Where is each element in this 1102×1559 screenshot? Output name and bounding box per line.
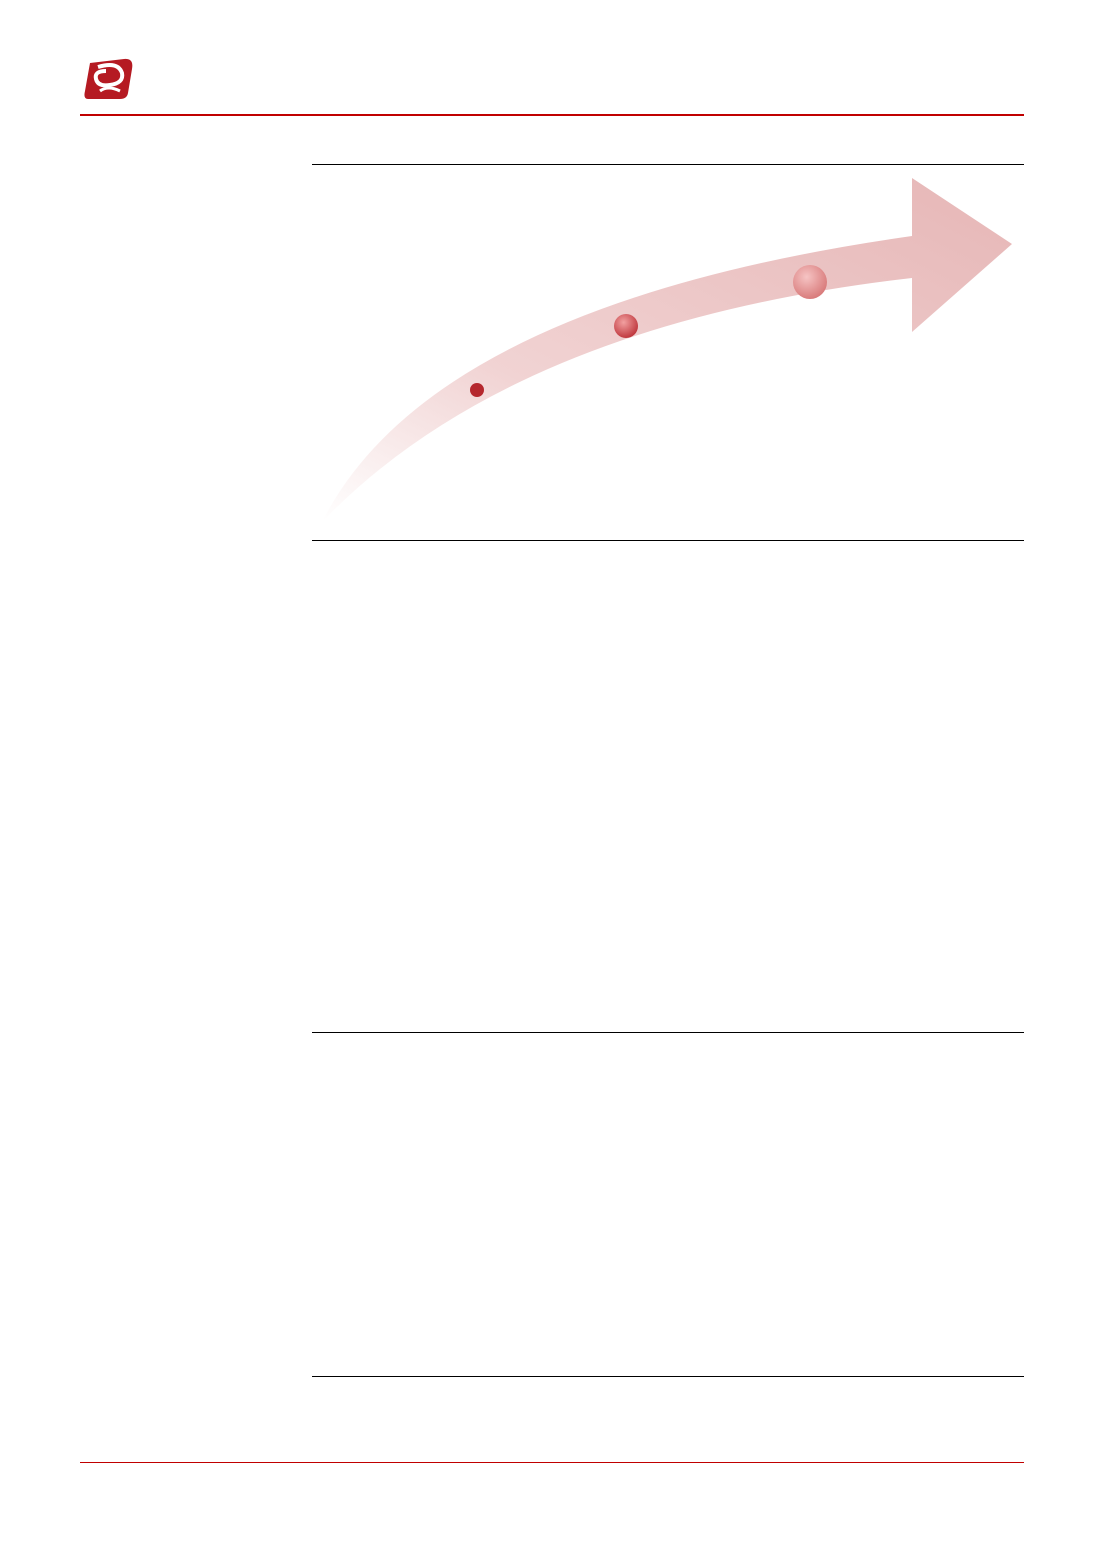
timeline-arrow-graphic	[312, 174, 1024, 540]
stage-marker-3	[793, 265, 827, 299]
header-divider	[80, 114, 1024, 116]
company-logo-icon	[84, 55, 136, 101]
page-header	[80, 50, 1024, 114]
stage-marker-2	[614, 314, 638, 338]
stage-marker-1	[470, 383, 484, 397]
figure-17-top-rule	[312, 1032, 1024, 1033]
figure-17-bottom-rule	[312, 1376, 1024, 1377]
figure-16-timeline	[312, 174, 1024, 540]
footer-divider	[80, 1462, 1024, 1463]
figure-16-bottom-rule	[312, 540, 1024, 541]
figure-17-chart	[312, 1040, 1024, 1372]
chart-canvas	[312, 1040, 1024, 1372]
figure-16-top-rule	[312, 164, 1024, 165]
